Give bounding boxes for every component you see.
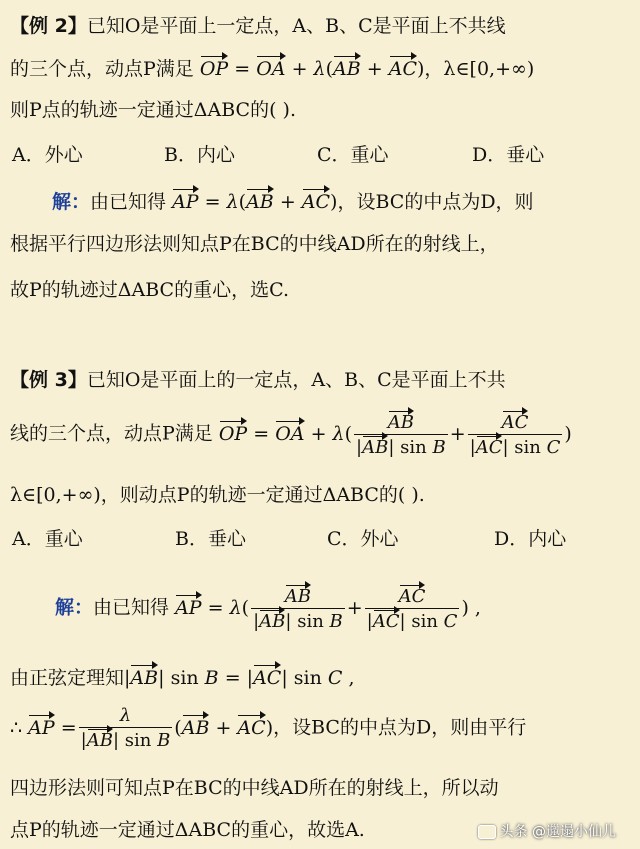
ex3-line-1 <box>10 368 632 392</box>
ex3-solution-4: 四边形法则可知点P在BC的中线AD所在的射线上，所以动 <box>10 777 499 799</box>
ex3-sine-law-formula: |AB| sin B = |AC| sin C , <box>124 667 355 689</box>
ex3-line-2 <box>10 410 632 459</box>
ex3-condition-2: 线的三个点，动点P满足 <box>10 422 213 445</box>
ex3-tag: 【例 3】 <box>10 369 87 391</box>
ex2-solution-label: 解： <box>52 191 91 213</box>
ex2-line-1 <box>10 14 632 38</box>
ex2-line-2 <box>10 55 632 81</box>
ex3-solution-2: 由正弦定理知|AB| sin B = |AC| sin C , <box>10 664 632 690</box>
ex2-solution-2: 根据平行四边形法则知点P在BC的中线AD所在的射线上， <box>10 233 499 255</box>
ex3-option-c: C．外心 <box>327 528 399 550</box>
watermark: 头条 @邋遢小仙儿 <box>478 821 616 841</box>
ex3-solution-3: ∴ AP = $\frac{\lambda}{\text{|AB| sin B}}$ (AB + AC)，设BC的中点为D，则由平行 <box>10 705 527 751</box>
ex2-solution-1: 解：由已知得 AP = λ(AB + AC)，设BC的中点为D，则 <box>52 188 632 214</box>
ex3-question: λ∈[0,+∞)，则动点P的轨迹一定通过ΔABC的( ). <box>10 484 425 506</box>
ex2-option-a: A．外心 <box>12 144 83 166</box>
ex3-option-d: D．内心 <box>494 528 567 550</box>
ex2-option-b: B．内心 <box>164 144 235 166</box>
ex2-question: 则P点的轨迹一定通过ΔABC的( ). <box>10 99 296 121</box>
video-icon <box>478 825 496 839</box>
ex3-therefore-formula: ∴ AP = $\frac{\lambda}{\text{|AB| sin B}}$ (AB + AC) <box>10 705 274 751</box>
ex3-option-a: A．重心 <box>12 528 83 550</box>
ex3-option-b: B．垂心 <box>175 528 246 550</box>
ex3-formula: OP = OA + λ( $\frac{AB}{\text{|AB| sin B}}$ + $\frac{AC}{\text{|AC| sin C}}$ ) <box>218 412 572 458</box>
ex2-lambda-range: ，λ∈[0,+∞) <box>424 58 535 80</box>
ex2-solution-formula: AP = λ(AB + AC) <box>172 191 337 213</box>
ex2-formula: OP = OA + λ(AB + AC) <box>200 58 425 80</box>
ex3-solution-label: 解： <box>55 596 94 619</box>
ex2-tag: 【例 2】 <box>10 15 87 37</box>
ex2-option-d: D．垂心 <box>472 144 545 166</box>
ex3-solution-formula: AP = λ( $\frac{AB}{\text{|AB| sin B}}$ + $\frac{AC}{\text{|AC| sin C}}$ ) , <box>175 586 481 632</box>
ex2-option-c: C．重心 <box>317 144 389 166</box>
ex3-solution-1: 解：由已知得 AP = λ( $\frac{AB}{\text{|AB| sin B}}$ + $\frac{AC}{\text{|AC| sin C}}$ ) , <box>55 586 481 632</box>
ex2-condition-2: 的三个点，动点P满足 <box>10 58 194 80</box>
ex3-solution-5: 点P的轨迹一定通过ΔABC的重心，故选A. <box>10 819 365 841</box>
ex3-condition-1: 已知O是平面上的一定点，A、B、C是平面上不共 <box>86 369 506 391</box>
ex2-solution-3: 故P的轨迹过ΔABC的重心，选C. <box>10 279 289 301</box>
ex2-condition-1: 已知O是平面上一定点，A、B、C是平面上不共线 <box>86 15 506 37</box>
